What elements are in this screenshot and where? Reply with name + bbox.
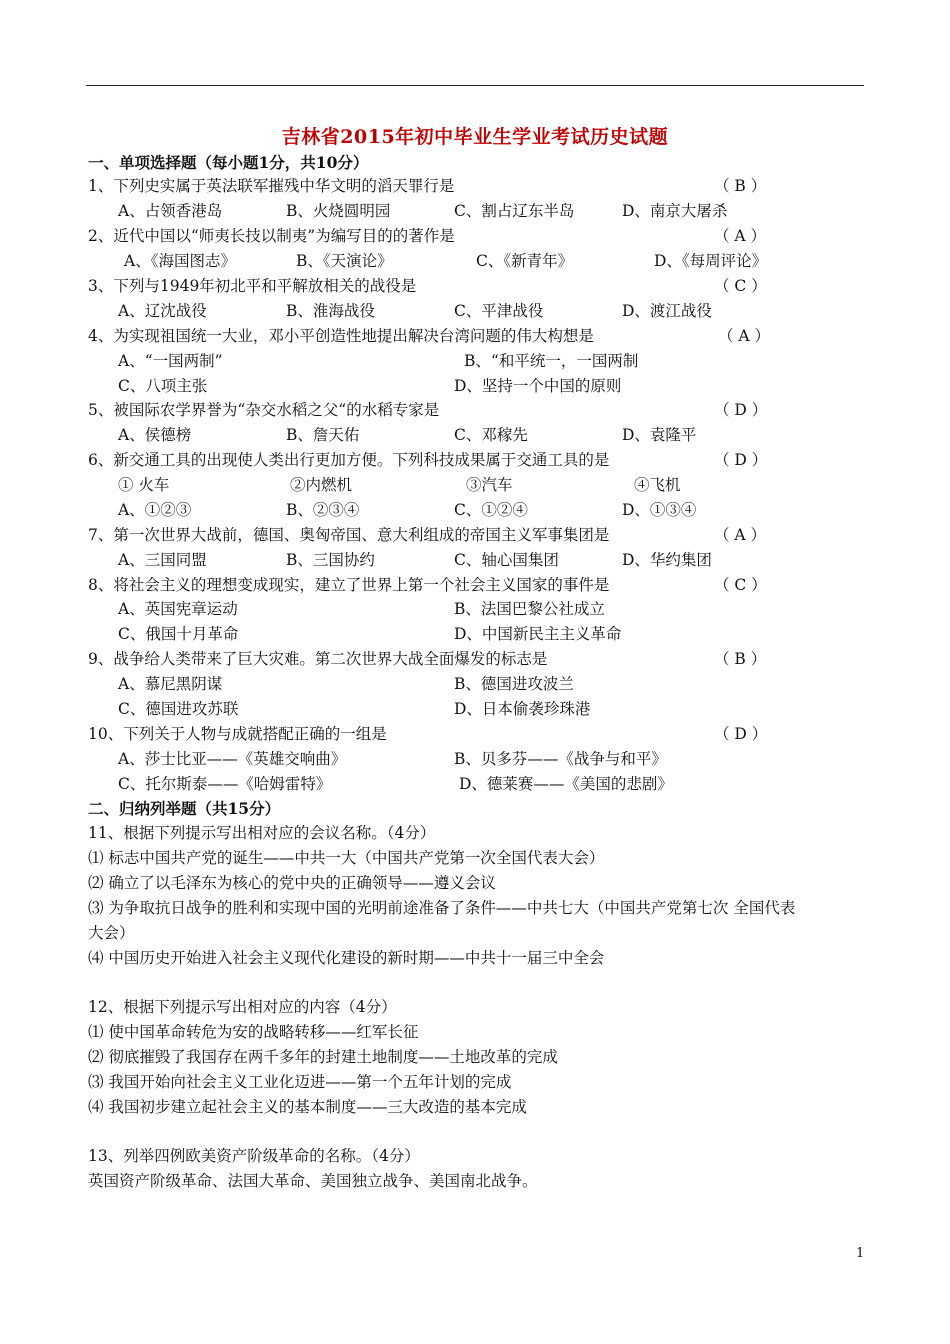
section-heading-2: 二、归纳列举题（共15分）: [88, 799, 281, 818]
question-1-stem: 1、下列史实属于英法联军摧残中华文明的滔天罪行是: [88, 177, 455, 195]
question-4-option-b: B、“和平统一，一国两制: [464, 352, 639, 370]
question-10-option-d: D、德莱赛——《美国的悲剧》: [459, 775, 673, 793]
page-number: 1: [856, 1246, 865, 1261]
question-8-stem: 8、将社会主义的理想变成现实，建立了世界上第一个社会主义国家的事件是: [88, 576, 610, 594]
question-10-option-b: B、贝多芬——《战争与和平》: [454, 750, 667, 768]
question-6-answer: （ D ）: [714, 451, 768, 469]
question-1-option-c: C、割占辽东半岛: [454, 202, 575, 220]
question-6-item-4: ④飞机: [634, 476, 681, 494]
question-2-answer: （ A ）: [714, 227, 767, 245]
question-6-option-a: A、①②③: [118, 501, 192, 519]
question-2-option-d: D、《每周评论》: [654, 252, 768, 270]
question-11-line-1: ⑴ 标志中国共产党的诞生——中共一大（中国共产党第一次全国代表大会）: [88, 849, 605, 867]
question-8-option-b: B、法国巴黎公社成立: [454, 600, 605, 618]
question-8-answer: （ C ）: [714, 576, 767, 594]
question-3-answer: （ C ）: [714, 277, 767, 295]
question-9-option-b: B、德国进攻波兰: [454, 675, 574, 693]
question-7-option-a: A、三国同盟: [118, 551, 207, 569]
question-12-stem: 12、根据下列提示写出相对应的内容（4分）: [88, 998, 397, 1016]
question-12-line-4: ⑷ 我国初步建立起社会主义的基本制度——三大改造的基本完成: [88, 1098, 527, 1116]
question-6-option-b: B、②③④: [286, 501, 360, 519]
question-11-line-2: ⑵ 确立了以毛泽东为核心的党中央的正确领导——遵义会议: [88, 874, 496, 892]
question-10-answer: （ D ）: [714, 725, 768, 743]
question-5-option-a: A、侯德榜: [118, 426, 192, 444]
question-7-option-b: B、三国协约: [286, 551, 375, 569]
question-5-stem: 5、被国际农学界誉为“杂交水稻之父“的水稻专家是: [88, 401, 440, 419]
question-3-option-a: A、辽沈战役: [118, 302, 207, 320]
question-2-option-c: C、《新青年》: [476, 252, 574, 270]
header-rule: [86, 85, 864, 86]
question-5-answer: （ D ）: [714, 401, 768, 419]
question-11-stem: 11、根据下列提示写出相对应的会议名称。（4分）: [88, 824, 436, 842]
question-4-answer: （ A ）: [718, 327, 771, 345]
question-5-option-d: D、袁隆平: [622, 426, 697, 444]
question-6-item-1: ① 火车: [118, 476, 170, 494]
question-6-item-3: ③汽车: [466, 476, 513, 494]
question-6-option-c: C、①②④: [454, 501, 528, 519]
question-12-line-3: ⑶ 我国开始向社会主义工业化迈进——第一个五年计划的完成: [88, 1073, 512, 1091]
question-10-option-a: A、莎士比亚——《英雄交响曲》: [118, 750, 347, 768]
question-7-answer: （ A ）: [714, 526, 767, 544]
question-13-answer: 英国资产阶级革命、法国大革命、美国独立战争、美国南北战争。: [88, 1172, 538, 1190]
page-title: 吉林省2015年初中毕业生学业考试历史试题: [281, 126, 669, 148]
question-6-stem: 6、新交通工具的出现使人类出行更加方便。下列科技成果属于交通工具的是: [88, 451, 610, 469]
question-5-option-c: C、邓稼先: [454, 426, 528, 444]
question-13-stem: 13、列举四例欧美资产阶级革命的名称。（4分）: [88, 1147, 420, 1165]
question-9-option-c: C、德国进攻苏联: [118, 700, 239, 718]
question-7-option-d: D、华约集团: [622, 551, 712, 569]
question-2-stem: 2、近代中国以“师夷长技以制夷”为编写目的的著作是: [88, 227, 455, 245]
question-9-answer: （ B ）: [714, 650, 767, 668]
question-8-option-d: D、中国新民主主义革命: [454, 625, 622, 643]
question-9-stem: 9、战争给人类带来了巨大灾难。第二次世界大战全面爆发的标志是: [88, 650, 548, 668]
question-12-line-1: ⑴ 使中国革命转危为安的战略转移——红军长征: [88, 1023, 419, 1041]
section-heading-1: 一、单项选择题（每小题1分，共10分）: [88, 153, 369, 172]
question-1-option-a: A、占领香港岛: [118, 202, 223, 220]
question-7-stem: 7、第一次世界大战前，德国、奥匈帝国、意大利组成的帝国主义军事集团是: [88, 526, 610, 544]
question-8-option-a: A、英国宪章运动: [118, 600, 238, 618]
question-1-option-b: B、火烧圆明园: [286, 202, 391, 220]
question-3-option-c: C、平津战役: [454, 302, 544, 320]
question-2-option-a: A、《海国图志》: [124, 252, 236, 270]
question-5-option-b: B、詹天佑: [286, 426, 360, 444]
question-4-stem: 4、为实现祖国统一大业，邓小平创造性地提出解决台湾问题的伟大构想是: [88, 327, 594, 345]
question-3-stem: 3、下列与1949年初北平和平解放相关的战役是: [88, 277, 417, 295]
question-11-line-3-cont: 大会）: [88, 924, 135, 942]
question-10-option-c: C、托尔斯泰——《哈姆雷特》: [118, 775, 332, 793]
question-4-option-a: A、“一国两制”: [118, 352, 223, 370]
question-12-line-2: ⑵ 彻底摧毁了我国存在两千多年的封建土地制度——土地改革的完成: [88, 1048, 558, 1066]
question-11-line-4: ⑷ 中国历史开始进入社会主义现代化建设的新时期——中共十一届三中全会: [88, 949, 605, 967]
question-7-option-c: C、轴心国集团: [454, 551, 559, 569]
question-10-stem: 10、下列关于人物与成就搭配正确的一组是: [88, 725, 387, 743]
question-4-option-d: D、坚持一个中国的原则: [454, 377, 622, 395]
question-9-option-a: A、慕尼黑阴谋: [118, 675, 223, 693]
question-3-option-d: D、渡江战役: [622, 302, 712, 320]
question-4-option-c: C、八项主张: [118, 377, 208, 395]
question-9-option-d: D、日本偷袭珍珠港: [454, 700, 591, 718]
question-6-option-d: D、①③④: [622, 501, 697, 519]
question-3-option-b: B、淮海战役: [286, 302, 375, 320]
question-6-item-2: ②内燃机: [290, 476, 353, 494]
question-1-option-d: D、南京大屠杀: [622, 202, 728, 220]
question-8-option-c: C、俄国十月革命: [118, 625, 239, 643]
question-11-line-3: ⑶ 为争取抗日战争的胜利和实现中国的光明前途准备了条件——中共七大（中国共产党第七次 全国代表: [88, 899, 796, 917]
question-2-option-b: B、《天演论》: [296, 252, 393, 270]
question-1-answer: （ B ）: [714, 177, 767, 195]
